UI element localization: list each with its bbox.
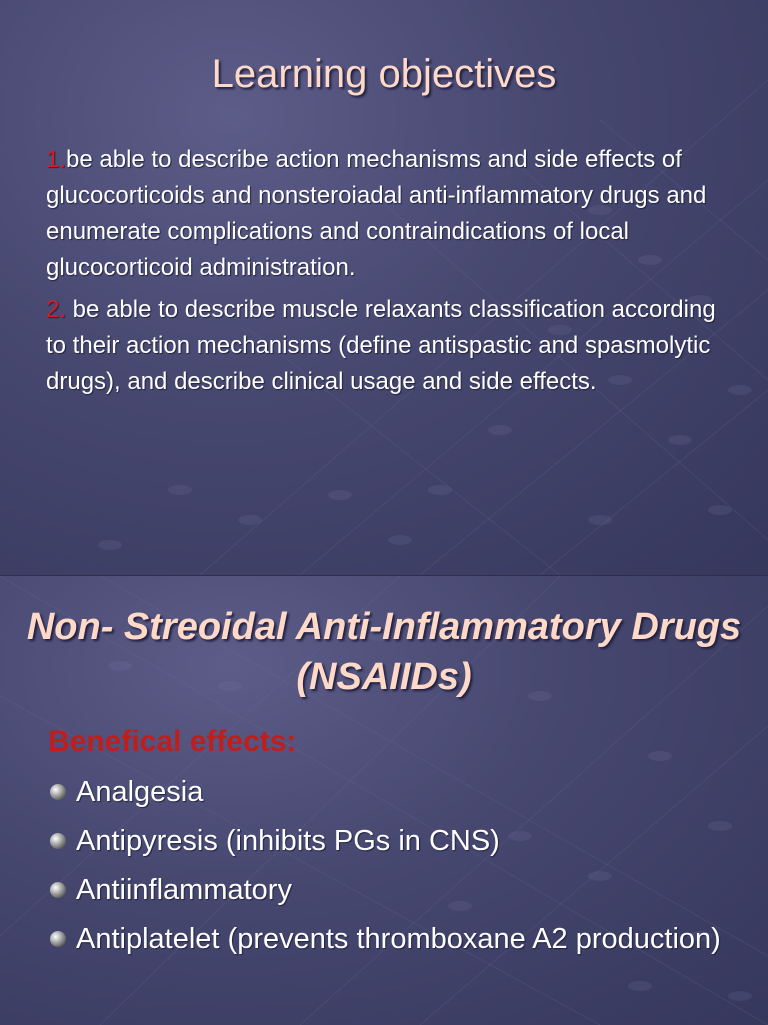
slide-nsaids	[0, 575, 768, 1025]
bullet-sphere-icon	[50, 784, 66, 800]
objective-item	[46, 292, 736, 400]
objective-text: be able to describe action mechanisms and side effects of glucocorticoids and nonsteroiadal anti-inflammatory drugs and enumerate complications and contraindications of local glucocorticoid administration.	[46, 146, 707, 281]
objective-text: be able to describe muscle relaxants classification according to their action mechanisms (define antispastic and spasmolytic drugs), and describe clinical usage and side effects.	[46, 296, 716, 395]
slide-title: Non- Streoidal Anti-Inflammatory Drugs (NSAIIDs)	[26, 606, 742, 698]
bullet-sphere-icon	[50, 833, 66, 849]
slide-title: Learning objectives	[211, 52, 557, 96]
list-item	[48, 821, 738, 861]
bullet-sphere-icon	[50, 931, 66, 947]
objective-number: 2.	[46, 296, 67, 323]
list-item-text: Antiinflammatory	[76, 874, 292, 906]
list-item-text: Analgesia	[76, 776, 204, 808]
list-item-text: Antiplatelet (prevents thromboxane A2 production)	[76, 923, 721, 955]
list-item	[48, 772, 738, 812]
section-heading: Benefical effects:	[48, 725, 297, 758]
bullet-sphere-icon	[50, 882, 66, 898]
list-item	[48, 919, 738, 959]
benefits-list	[48, 772, 738, 968]
objective-number: 1.	[46, 146, 67, 173]
objectives-list	[46, 142, 736, 406]
objective-item	[46, 142, 736, 286]
list-item-text: Antipyresis (inhibits PGs in CNS)	[76, 825, 500, 857]
list-item	[48, 870, 738, 910]
